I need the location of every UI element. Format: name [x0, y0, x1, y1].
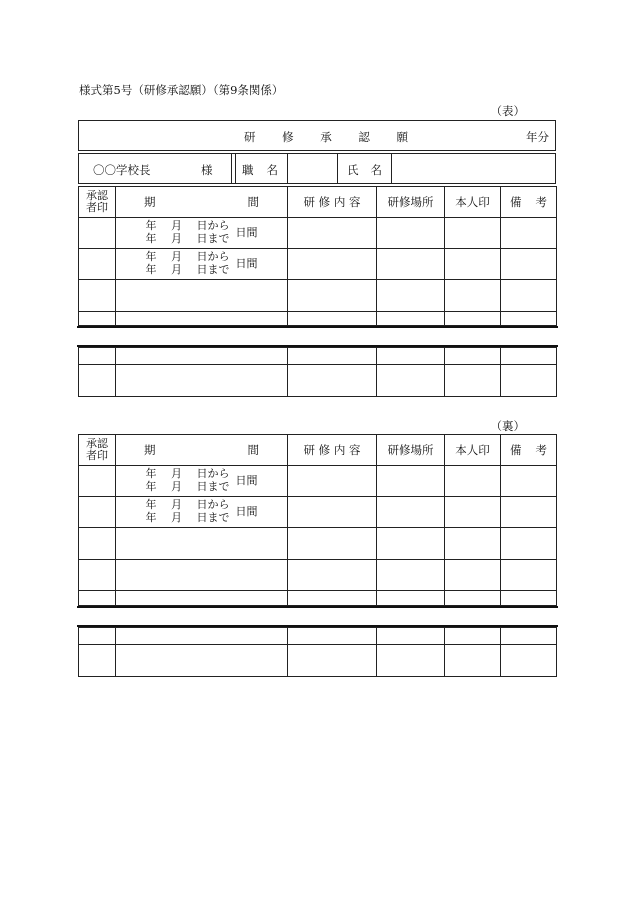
seal-cell[interactable]	[445, 218, 501, 249]
remarks-header: 備 考	[501, 435, 557, 466]
remarks-cell[interactable]	[501, 560, 557, 591]
approver-cell[interactable]	[79, 560, 116, 591]
seal-cell[interactable]	[445, 348, 501, 365]
table-row	[79, 528, 557, 560]
approver-header: 承認 者印	[79, 435, 116, 466]
table-header-row	[79, 187, 557, 218]
place-cell[interactable]	[377, 280, 445, 312]
front-continuation-table	[78, 347, 557, 397]
content-cell[interactable]	[288, 528, 377, 560]
table-row	[79, 249, 557, 280]
place-header: 研修場所	[377, 187, 445, 218]
content-cell[interactable]	[288, 466, 377, 497]
seal-cell[interactable]	[445, 591, 501, 606]
year-label: 年分	[526, 130, 549, 144]
content-cell[interactable]	[288, 249, 377, 280]
seal-cell[interactable]	[445, 560, 501, 591]
seal-header: 本人印	[445, 187, 501, 218]
period-cell[interactable]	[116, 591, 288, 606]
remarks-cell[interactable]	[501, 280, 557, 312]
approver-cell[interactable]	[79, 365, 116, 397]
name-field[interactable]	[393, 156, 553, 181]
seal-cell[interactable]	[445, 645, 501, 677]
content-cell[interactable]	[288, 628, 377, 645]
divider	[235, 154, 236, 183]
seal-cell[interactable]	[445, 497, 501, 528]
place-cell[interactable]	[377, 312, 445, 326]
approver-cell[interactable]	[79, 280, 116, 312]
content-header: 研 修 内 容	[288, 187, 377, 218]
remarks-cell[interactable]	[501, 628, 557, 645]
principal-label: 〇〇学校長	[93, 163, 151, 177]
back-training-table	[78, 434, 557, 606]
seal-header: 本人印	[445, 435, 501, 466]
table-header-row	[79, 435, 557, 466]
approver-header: 承認 者印	[79, 187, 116, 218]
place-cell[interactable]	[377, 497, 445, 528]
content-cell[interactable]	[288, 365, 377, 397]
approver-cell[interactable]	[79, 645, 116, 677]
period-cell[interactable]: 年 月 日から 年 月 日まで 日間	[116, 497, 288, 528]
back-continuation-table	[78, 627, 557, 677]
place-cell[interactable]	[377, 560, 445, 591]
period-cell[interactable]: 年 月 日から 年 月 日まで 日間	[116, 218, 288, 249]
seal-cell[interactable]	[445, 528, 501, 560]
content-cell[interactable]	[288, 348, 377, 365]
back-side-label: （裏）	[490, 419, 525, 433]
place-cell[interactable]	[377, 628, 445, 645]
name-label: 氏 名	[347, 163, 382, 177]
period-cell[interactable]	[116, 628, 288, 645]
remarks-cell[interactable]	[501, 365, 557, 397]
remarks-cell[interactable]	[501, 312, 557, 326]
table-row	[79, 628, 557, 645]
seal-cell[interactable]	[445, 249, 501, 280]
sama-label: 様	[201, 163, 213, 177]
period-cell[interactable]	[116, 645, 288, 677]
break-line	[77, 326, 558, 328]
seal-cell[interactable]	[445, 365, 501, 397]
front-side-label: （表）	[490, 104, 525, 118]
approver-cell[interactable]	[79, 497, 116, 528]
period-cell[interactable]	[116, 348, 288, 365]
place-cell[interactable]	[377, 218, 445, 249]
applicant-row	[78, 153, 556, 184]
remarks-cell[interactable]	[501, 645, 557, 677]
content-cell[interactable]	[288, 497, 377, 528]
approver-cell[interactable]	[79, 628, 116, 645]
divider	[287, 154, 288, 183]
content-header: 研 修 内 容	[288, 435, 377, 466]
table-row	[79, 280, 557, 312]
seal-cell[interactable]	[445, 312, 501, 326]
content-cell[interactable]	[288, 312, 377, 326]
approver-cell[interactable]	[79, 249, 116, 280]
place-cell[interactable]	[377, 249, 445, 280]
approver-cell[interactable]	[79, 591, 116, 606]
period-cell[interactable]	[116, 280, 288, 312]
front-training-table	[78, 186, 557, 326]
remarks-cell[interactable]	[501, 497, 557, 528]
place-header: 研修場所	[377, 435, 445, 466]
place-cell[interactable]	[377, 645, 445, 677]
seal-cell[interactable]	[445, 628, 501, 645]
content-cell[interactable]	[288, 560, 377, 591]
period-cell[interactable]	[116, 528, 288, 560]
remarks-cell[interactable]	[501, 348, 557, 365]
place-cell[interactable]	[377, 466, 445, 497]
period-cell[interactable]	[116, 312, 288, 326]
table-row	[79, 497, 557, 528]
position-field[interactable]	[289, 156, 337, 181]
remarks-cell[interactable]	[501, 591, 557, 606]
divider	[231, 154, 232, 183]
period-cell[interactable]	[116, 560, 288, 591]
break-line	[77, 606, 558, 608]
table-row	[79, 591, 557, 606]
content-cell[interactable]	[288, 645, 377, 677]
form-number-label: 様式第5号（研修承認願）（第9条関係）	[79, 83, 284, 97]
remarks-header: 備 考	[501, 187, 557, 218]
period-header: 期 間	[116, 435, 288, 466]
content-cell[interactable]	[288, 280, 377, 312]
table-row	[79, 348, 557, 365]
seal-cell[interactable]	[445, 466, 501, 497]
table-row	[79, 218, 557, 249]
period-cell[interactable]: 年 月 日から 年 月 日まで 日間	[116, 249, 288, 280]
seal-cell[interactable]	[445, 280, 501, 312]
divider	[337, 154, 338, 183]
remarks-cell[interactable]	[501, 466, 557, 497]
period-cell[interactable]: 年 月 日から 年 月 日まで 日間	[116, 466, 288, 497]
approver-cell[interactable]	[79, 528, 116, 560]
remarks-cell[interactable]	[501, 528, 557, 560]
approver-cell[interactable]	[79, 218, 116, 249]
period-header: 期 間	[116, 187, 288, 218]
table-row	[79, 365, 557, 397]
table-row	[79, 560, 557, 591]
form-title: 研 修 承 認 願	[244, 130, 408, 144]
title-row	[78, 120, 556, 151]
approver-cell[interactable]	[79, 466, 116, 497]
content-cell[interactable]	[288, 218, 377, 249]
remarks-cell[interactable]	[501, 249, 557, 280]
table-row	[79, 312, 557, 326]
table-row	[79, 645, 557, 677]
approver-cell[interactable]	[79, 348, 116, 365]
place-cell[interactable]	[377, 348, 445, 365]
place-cell[interactable]	[377, 528, 445, 560]
place-cell[interactable]	[377, 591, 445, 606]
period-cell[interactable]	[116, 365, 288, 397]
remarks-cell[interactable]	[501, 218, 557, 249]
approver-cell[interactable]	[79, 312, 116, 326]
position-label: 職 名	[242, 163, 278, 177]
content-cell[interactable]	[288, 591, 377, 606]
place-cell[interactable]	[377, 365, 445, 397]
table-row	[79, 466, 557, 497]
divider	[391, 154, 392, 183]
